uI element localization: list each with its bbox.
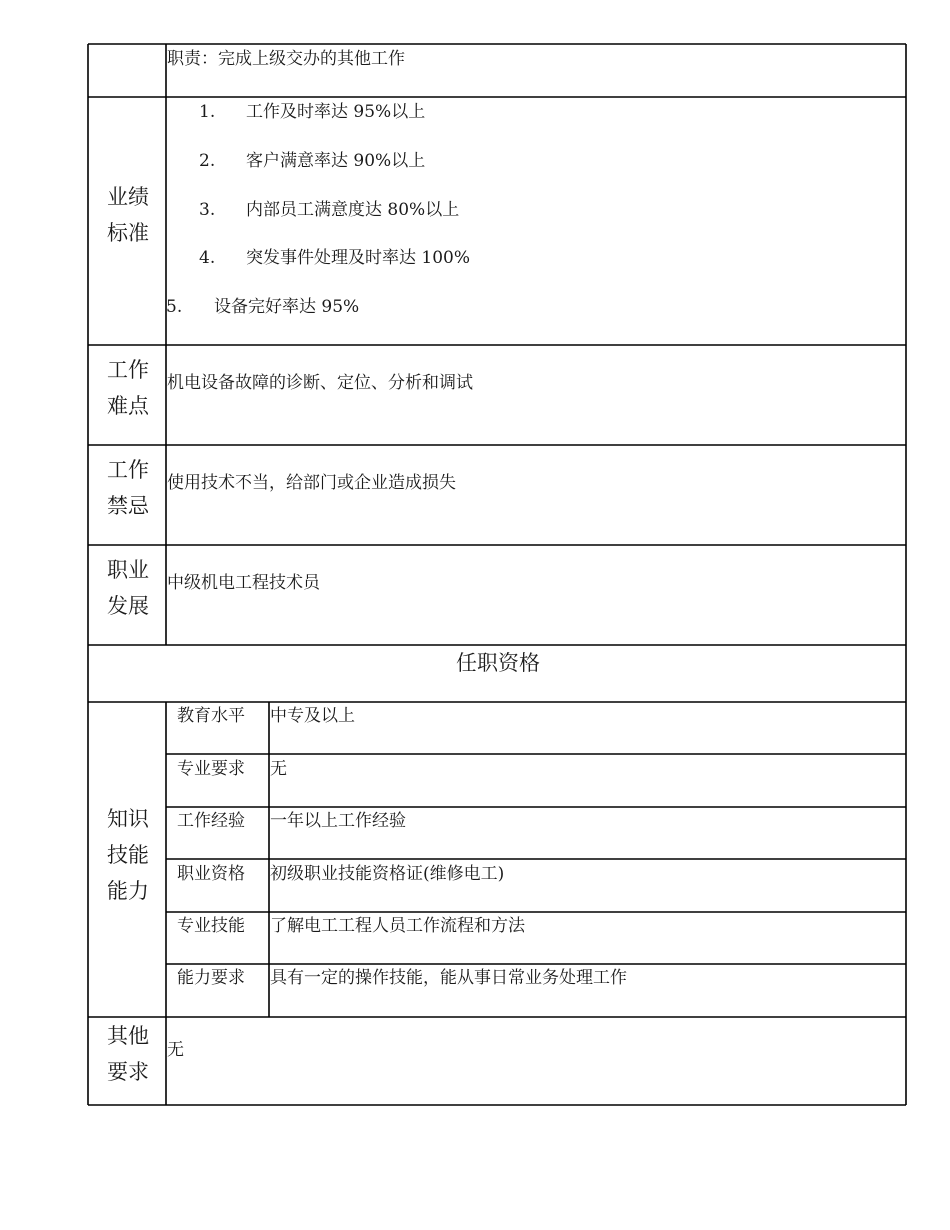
performance-label: 业绩 标准 — [107, 185, 149, 245]
qualification-label: 工作经验 — [177, 811, 245, 831]
taboo-text: 使用技术不当，给部门或企业造成损失 — [167, 473, 456, 493]
knowledge-label: 知识 技能 能力 — [107, 807, 149, 903]
item-text: 内部员工满意度达 80%以上 — [246, 200, 460, 220]
qualification-value: 一年以上工作经验 — [270, 811, 406, 831]
qualification-label: 教育水平 — [177, 706, 245, 726]
qualification-label: 能力要求 — [177, 968, 245, 988]
item-number: 3. — [199, 200, 216, 220]
qualification-label: 职业资格 — [177, 864, 245, 884]
item-number: 2. — [199, 151, 216, 171]
item-text: 设备完好率达 95% — [214, 297, 360, 317]
item-number: 5. — [166, 297, 183, 317]
taboo-label: 工作 禁忌 — [107, 458, 149, 518]
qualification-value: 具有一定的操作技能，能从事日常业务处理工作 — [270, 968, 627, 988]
qualification-value: 中专及以上 — [270, 706, 355, 726]
duties-text: 职责：完成上级交办的其他工作 — [167, 49, 405, 69]
item-number: 1. — [199, 102, 216, 122]
difficulty-label: 工作 难点 — [107, 358, 149, 418]
qualification-label: 专业技能 — [177, 916, 245, 936]
difficulty-text: 机电设备故障的诊断、定位、分析和调试 — [167, 373, 473, 393]
item-text: 突发事件处理及时率达 100% — [246, 248, 471, 268]
item-text: 工作及时率达 95%以上 — [246, 102, 426, 122]
qualification-value: 了解电工工程人员工作流程和方法 — [270, 916, 525, 936]
qualification-label: 专业要求 — [177, 759, 245, 779]
qualification-value: 无 — [270, 759, 287, 779]
item-text: 客户满意率达 90%以上 — [246, 151, 426, 171]
other-label: 其他 要求 — [107, 1024, 149, 1084]
qualification-value: 初级职业技能资格证(维修电工) — [270, 864, 505, 884]
career-label: 职业 发展 — [107, 558, 149, 618]
qualifications-title: 任职资格 — [456, 651, 540, 675]
other-text: 无 — [167, 1040, 184, 1060]
career-text: 中级机电工程技术员 — [167, 573, 320, 593]
item-number: 4. — [199, 248, 216, 268]
